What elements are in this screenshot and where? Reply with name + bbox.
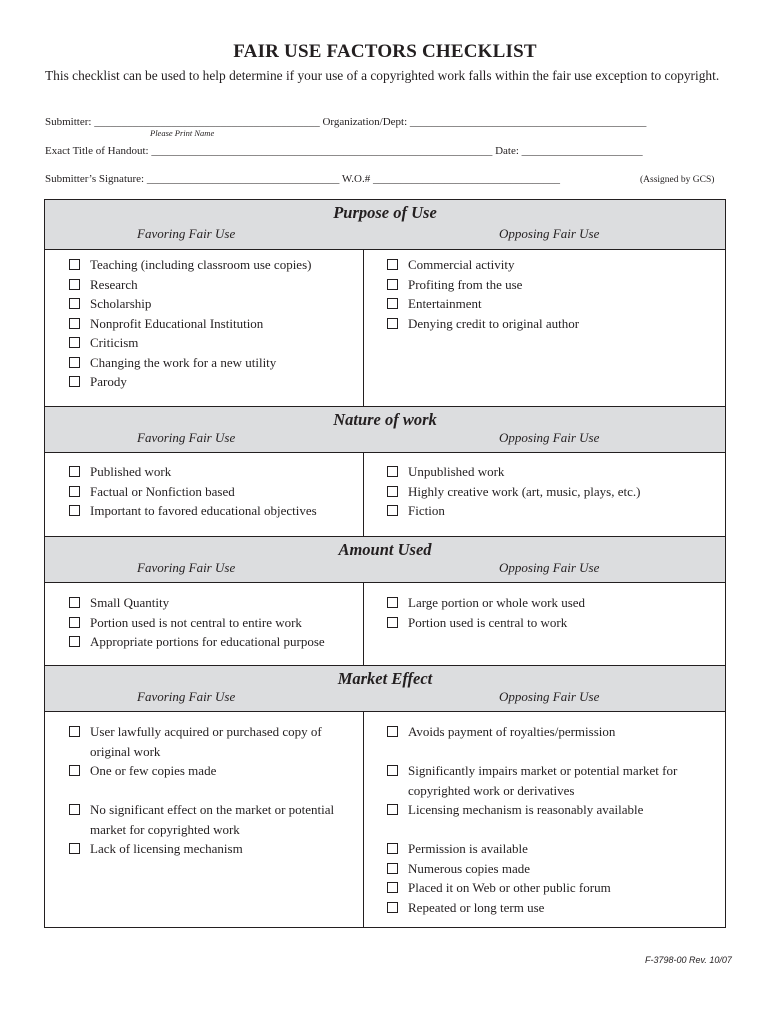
print-name-hint: Please Print Name [150,128,215,138]
checklist-item[interactable]: Fiction [387,501,717,521]
assigned-by-note: (Assigned by GCS) [640,175,715,185]
checkbox[interactable] [69,279,80,290]
section-amount-used [45,537,725,666]
checklist-item[interactable]: Entertainment [387,294,717,314]
checkbox[interactable] [69,597,80,608]
section-title: Market Effect [337,669,433,688]
checklist-item[interactable]: Significantly impairs market or potential market for copyrighted work or derivatives [387,761,717,800]
form-number: F-3798-00 Rev. 10/07 [645,955,732,965]
checklist-item[interactable]: Commercial activity [387,255,717,275]
column-divider [363,712,364,927]
checklist-table [44,199,726,928]
checkbox[interactable] [387,279,398,290]
checklist-item[interactable]: Important to favored educational objectives [69,501,359,521]
checklist-item[interactable]: Avoids payment of royalties/permission [387,722,717,742]
favoring-label: Favoring Fair Use [137,689,236,704]
checklist-item[interactable]: Scholarship [69,294,359,314]
checkbox[interactable] [387,486,398,497]
section-title: Purpose of Use [333,203,437,222]
checklist-item[interactable]: Factual or Nonfiction based [69,482,359,502]
checkbox[interactable] [387,804,398,815]
checklist-item[interactable]: Portion used is not central to entire work [69,613,359,633]
opposing-label: Opposing Fair Use [499,226,600,241]
section-body [45,712,725,927]
checkbox[interactable] [69,726,80,737]
section-header [45,537,725,583]
opposing-label: Opposing Fair Use [499,689,600,704]
checkbox[interactable] [387,259,398,270]
checkbox[interactable] [69,259,80,270]
section-body [45,583,725,666]
signature-wo-line[interactable]: Submitter’s Signature: ___________________________________ W.O.# __________________________________ [45,173,560,185]
checkbox[interactable] [69,376,80,387]
checklist-item[interactable]: Placed it on Web or other public forum [387,878,717,898]
checklist-item[interactable]: Portion used is central to work [387,613,717,633]
checkbox[interactable] [69,337,80,348]
checkbox[interactable] [69,843,80,854]
checkbox[interactable] [69,804,80,815]
checkbox[interactable] [387,863,398,874]
checklist-item[interactable]: Denying credit to original author [387,314,717,334]
section-nature-of-work [45,407,725,537]
checkbox[interactable] [387,765,398,776]
checklist-item[interactable]: Licensing mechanism is reasonably available [387,800,717,820]
page-title: FAIR USE FACTORS CHECKLIST [233,41,537,62]
checklist-item[interactable]: Unpublished work [387,462,717,482]
checklist-item[interactable]: Permission is available [387,839,717,859]
favoring-label: Favoring Fair Use [137,430,236,445]
checkbox[interactable] [69,318,80,329]
checklist-item[interactable]: Numerous copies made [387,859,717,879]
column-divider [363,583,364,666]
favoring-label: Favoring Fair Use [137,560,236,575]
section-title: Nature of work [333,410,437,429]
checkbox[interactable] [69,636,80,647]
section-purpose-of-use [45,200,725,407]
checkbox[interactable] [69,298,80,309]
intro-text: This checklist can be used to help determine if your use of a copyrighted work falls within the fair use exception to copyright. [45,68,720,83]
checkbox[interactable] [69,486,80,497]
section-title: Amount Used [338,540,432,559]
checklist-item[interactable]: Repeated or long term use [387,898,717,918]
checklist-item[interactable]: Large portion or whole work used [387,593,717,613]
checklist-item[interactable]: Criticism [69,333,359,353]
submitter-org-line[interactable]: Submitter: _________________________________________ Organization/Dept: ___________________________________________ [45,116,647,128]
checkbox[interactable] [387,466,398,477]
checklist-item[interactable]: User lawfully acquired or purchased copy of original work [69,722,359,761]
checklist-item[interactable]: Parody [69,372,359,392]
section-header [45,407,725,453]
title-date-line[interactable]: Exact Title of Handout: ______________________________________________________________ Date: ______________________ [45,145,643,157]
section-body [45,250,725,407]
checkbox[interactable] [387,597,398,608]
checkbox[interactable] [69,466,80,477]
checkbox[interactable] [387,882,398,893]
opposing-label: Opposing Fair Use [499,430,600,445]
checklist-item[interactable]: Changing the work for a new utility [69,353,359,373]
checkbox[interactable] [69,505,80,516]
favoring-label: Favoring Fair Use [137,226,236,241]
column-divider [363,250,364,407]
checkbox[interactable] [387,505,398,516]
section-body [45,453,725,537]
checkbox[interactable] [387,726,398,737]
section-market-effect [45,666,725,927]
checklist-item[interactable]: Teaching (including classroom use copies) [69,255,359,275]
checklist-item[interactable]: Profiting from the use [387,275,717,295]
checkbox[interactable] [387,617,398,628]
section-header [45,200,725,250]
checkbox[interactable] [69,617,80,628]
section-header [45,666,725,712]
checkbox[interactable] [387,843,398,854]
checkbox[interactable] [387,318,398,329]
checklist-item[interactable]: Highly creative work (art, music, plays, etc.) [387,482,717,502]
checklist-item[interactable]: Small Quantity [69,593,359,613]
checkbox[interactable] [69,765,80,776]
checklist-item[interactable]: Lack of licensing mechanism [69,839,359,859]
opposing-label: Opposing Fair Use [499,560,600,575]
checkbox[interactable] [69,357,80,368]
checklist-item[interactable]: Nonprofit Educational Institution [69,314,359,334]
checklist-item[interactable]: No significant effect on the market or potential market for copyrighted work [69,800,359,839]
checklist-item[interactable]: One or few copies made [69,761,359,781]
column-divider [363,453,364,537]
checkbox[interactable] [387,298,398,309]
checklist-item[interactable]: Appropriate portions for educational purpose [69,632,359,652]
checklist-item[interactable]: Research [69,275,359,295]
checklist-item[interactable]: Published work [69,462,359,482]
checkbox[interactable] [387,902,398,913]
